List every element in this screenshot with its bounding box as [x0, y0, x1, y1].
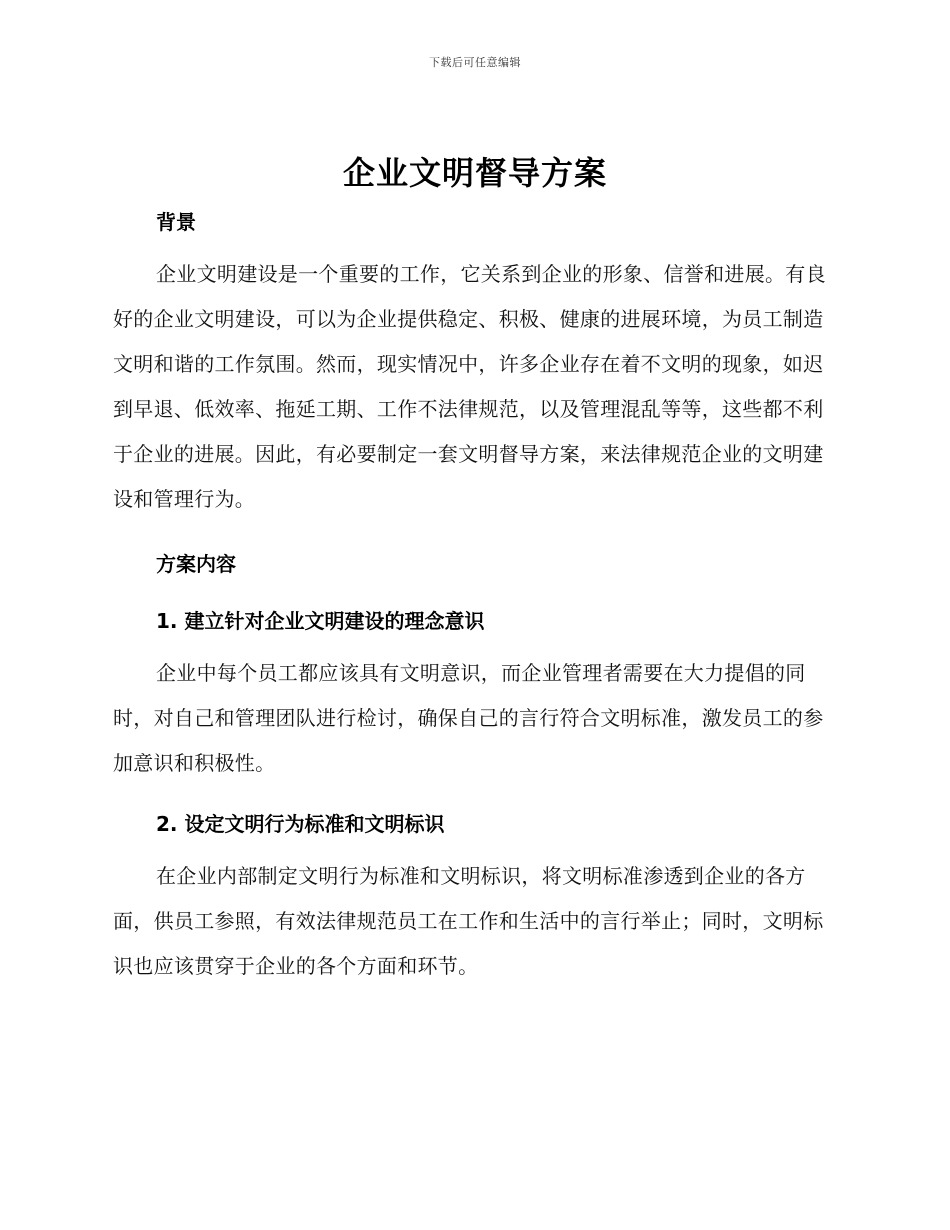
paragraph-item-1: 企业中每个员工都应该具有文明意识，而企业管理者需要在大力提倡的同时，对自己和管理团队进行检讨，确保自己的言行符合文明标准，激发员工的参加意识和积极性。	[113, 661, 824, 775]
section-heading-plan: 方案内容	[156, 552, 236, 576]
header-note: 下载后可任意编辑	[429, 56, 521, 69]
paragraph-background: 企业文明建设是一个重要的工作，它关系到企业的形象、信誉和进展。有良好的企业文明建设，可以为企业提供稳定、积极、健康的进展环境，为员工制造文明和谐的工作氛围。然而，现实情况中，许多企业存在着不文明的现象，如迟到早退、低效率、拖延工期、工作不法律规范，以及管理混乱等等，这些都不利于企业的进展。因此，有必要制定一套文明督导方案，来法律规范企业的文明建设和管理行为。	[113, 262, 826, 511]
paragraph-item-2: 在企业内部制定文明行为标准和文明标识，将文明标准渗透到企业的各方面，供员工参照，有效法律规范员工在工作和生活中的言行举止；同时，文明标识也应该贯穿于企业的各个方面和环节。	[113, 864, 824, 978]
document-title: 企业文明督导方案	[342, 154, 607, 192]
subheading-item-1: 1. 建立针对企业文明建设的理念意识	[156, 609, 485, 633]
section-heading-background: 背景	[156, 210, 196, 234]
subheading-item-2: 2. 设定文明行为标准和文明标识	[156, 812, 445, 836]
document-body	[113, 204, 833, 989]
